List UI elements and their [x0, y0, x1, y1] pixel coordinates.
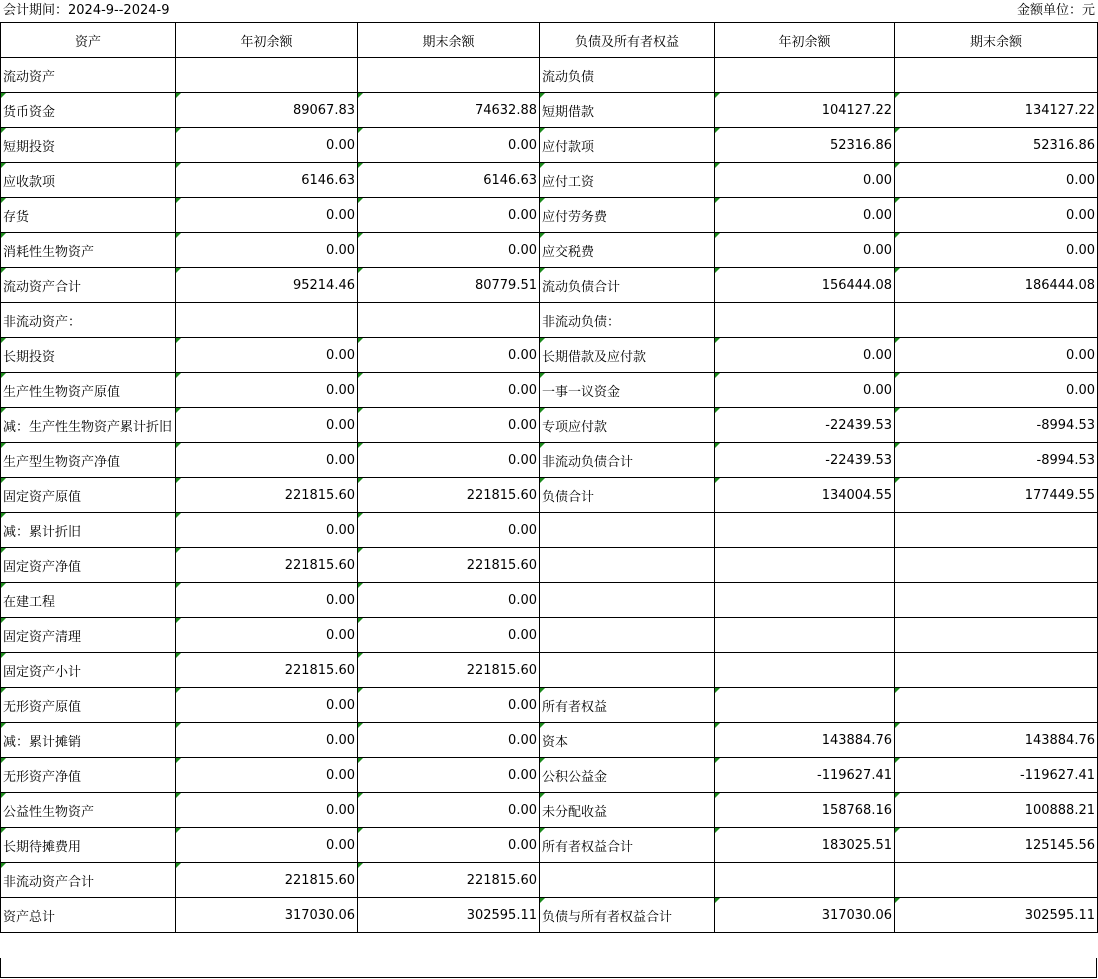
asset-closing-balance[interactable]: 0.00	[358, 373, 540, 408]
asset-label[interactable]: 公益性生物资产	[1, 793, 176, 828]
asset-closing-balance[interactable]	[358, 58, 540, 93]
table-row	[1, 443, 1098, 478]
liability-closing-balance[interactable]: 186444.08	[895, 268, 1098, 303]
asset-closing-balance[interactable]: 0.00	[358, 618, 540, 653]
report-header	[0, 0, 1098, 23]
asset-label[interactable]: 固定资产净值	[1, 548, 176, 583]
asset-opening-balance[interactable]: 0.00	[176, 408, 358, 443]
asset-opening-balance[interactable]: 0.00	[176, 583, 358, 618]
table-row	[1, 863, 1098, 898]
asset-opening-balance[interactable]: 0.00	[176, 233, 358, 268]
table-row	[1, 163, 1098, 198]
column-header-liabilities-equity: 负债及所有者权益	[540, 23, 715, 58]
table-row	[1, 408, 1098, 443]
asset-label[interactable]: 存货	[1, 198, 176, 233]
table-row	[1, 898, 1098, 933]
liability-label[interactable]: 专项应付款	[540, 408, 715, 443]
liability-opening-balance[interactable]: 156444.08	[715, 268, 895, 303]
table-row	[1, 758, 1098, 793]
liability-opening-balance[interactable]	[715, 688, 895, 723]
liability-label[interactable]: 非流动负债合计	[540, 443, 715, 478]
liability-opening-balance[interactable]: 52316.86	[715, 128, 895, 163]
asset-opening-balance[interactable]: 0.00	[176, 198, 358, 233]
asset-closing-balance[interactable]: 0.00	[358, 828, 540, 863]
liability-closing-balance[interactable]	[895, 653, 1098, 688]
liability-opening-balance[interactable]: 183025.51	[715, 828, 895, 863]
table-row	[1, 828, 1098, 863]
liability-label[interactable]: 一事一议资金	[540, 373, 715, 408]
liability-label[interactable]	[540, 653, 715, 688]
asset-opening-balance[interactable]: 0.00	[176, 513, 358, 548]
currency-unit: 金额单位：元	[1016, 3, 1095, 18]
asset-label[interactable]: 固定资产小计	[1, 653, 176, 688]
asset-label[interactable]: 减：累计摊销	[1, 723, 176, 758]
asset-opening-balance[interactable]: 221815.60	[176, 478, 358, 513]
asset-closing-balance[interactable]: 221815.60	[358, 548, 540, 583]
liability-opening-balance[interactable]: 0.00	[715, 163, 895, 198]
table-row	[1, 513, 1098, 548]
liability-opening-balance[interactable]	[715, 863, 895, 898]
liability-opening-balance[interactable]: 0.00	[715, 233, 895, 268]
liability-opening-balance[interactable]	[715, 58, 895, 93]
asset-label[interactable]: 消耗性生物资产	[1, 233, 176, 268]
liability-opening-balance[interactable]: -22439.53	[715, 408, 895, 443]
table-row	[1, 618, 1098, 653]
column-header-opening-balance: 年初余额	[176, 23, 358, 58]
liability-closing-balance[interactable]	[895, 58, 1098, 93]
liability-opening-balance[interactable]: 104127.22	[715, 93, 895, 128]
liability-label[interactable]	[540, 863, 715, 898]
asset-closing-balance[interactable]: 80779.51	[358, 268, 540, 303]
asset-closing-balance[interactable]: 0.00	[358, 338, 540, 373]
table-row	[1, 338, 1098, 373]
asset-closing-balance[interactable]: 0.00	[358, 723, 540, 758]
liability-closing-balance[interactable]	[895, 583, 1098, 618]
table-row	[1, 93, 1098, 128]
liability-label[interactable]: 所有者权益合计	[540, 828, 715, 863]
asset-opening-balance[interactable]: 0.00	[176, 618, 358, 653]
asset-closing-balance[interactable]: 221815.60	[358, 863, 540, 898]
asset-label[interactable]: 生产型生物资产净值	[1, 443, 176, 478]
asset-opening-balance[interactable]: 0.00	[176, 128, 358, 163]
asset-label[interactable]: 应收款项	[1, 163, 176, 198]
liability-opening-balance[interactable]	[715, 513, 895, 548]
table-row	[1, 303, 1098, 338]
liability-opening-balance[interactable]: 0.00	[715, 198, 895, 233]
asset-label[interactable]: 长期投资	[1, 338, 176, 373]
asset-closing-balance[interactable]: 0.00	[358, 408, 540, 443]
asset-label[interactable]: 流动资产	[1, 58, 176, 93]
asset-opening-balance[interactable]: 0.00	[176, 723, 358, 758]
asset-opening-balance[interactable]: 221815.60	[176, 548, 358, 583]
liability-opening-balance[interactable]: 0.00	[715, 338, 895, 373]
liability-closing-balance[interactable]: -119627.41	[895, 758, 1098, 793]
table-row	[1, 478, 1098, 513]
liability-opening-balance[interactable]: 158768.16	[715, 793, 895, 828]
liability-closing-balance[interactable]: 134127.22	[895, 93, 1098, 128]
asset-closing-balance[interactable]: 0.00	[358, 583, 540, 618]
liability-opening-balance[interactable]	[715, 618, 895, 653]
asset-label[interactable]: 生产性生物资产原值	[1, 373, 176, 408]
liability-closing-balance[interactable]: 143884.76	[895, 723, 1098, 758]
table-row	[1, 373, 1098, 408]
asset-label[interactable]: 货币资金	[1, 93, 176, 128]
liability-label[interactable]: 负债与所有者权益合计	[540, 898, 715, 933]
asset-closing-balance[interactable]: 6146.63	[358, 163, 540, 198]
liability-closing-balance[interactable]: -8994.53	[895, 443, 1098, 478]
asset-label[interactable]: 短期投资	[1, 128, 176, 163]
liability-label[interactable]	[540, 513, 715, 548]
table-row	[1, 723, 1098, 758]
asset-closing-balance[interactable]: 74632.88	[358, 93, 540, 128]
asset-label[interactable]: 长期待摊费用	[1, 828, 176, 863]
asset-closing-balance[interactable]	[358, 303, 540, 338]
asset-opening-balance[interactable]	[176, 303, 358, 338]
liability-closing-balance[interactable]	[895, 548, 1098, 583]
liability-closing-balance[interactable]	[895, 688, 1098, 723]
liability-closing-balance[interactable]	[895, 513, 1098, 548]
asset-label[interactable]: 流动资产合计	[1, 268, 176, 303]
liability-closing-balance[interactable]	[895, 863, 1098, 898]
liability-label[interactable]: 长期借款及应付款	[540, 338, 715, 373]
asset-label[interactable]: 资产总计	[1, 898, 176, 933]
liability-label[interactable]: 应付劳务费	[540, 198, 715, 233]
asset-label[interactable]: 固定资产清理	[1, 618, 176, 653]
column-header-opening-balance: 年初余额	[715, 23, 895, 58]
liability-closing-balance[interactable]: 0.00	[895, 373, 1098, 408]
asset-label[interactable]: 在建工程	[1, 583, 176, 618]
asset-label[interactable]: 非流动资产合计	[1, 863, 176, 898]
table-row	[1, 688, 1098, 723]
asset-closing-balance[interactable]: 0.00	[358, 758, 540, 793]
asset-label[interactable]: 减：累计折旧	[1, 513, 176, 548]
liability-label[interactable]: 应交税费	[540, 233, 715, 268]
column-header-closing-balance: 期末余额	[358, 23, 540, 58]
asset-closing-balance[interactable]: 302595.11	[358, 898, 540, 933]
liability-label[interactable]: 公积公益金	[540, 758, 715, 793]
column-header-assets: 资产	[1, 23, 176, 58]
asset-label[interactable]: 减：生产性生物资产累计折旧	[1, 408, 176, 443]
liability-closing-balance[interactable]: 0.00	[895, 233, 1098, 268]
asset-opening-balance[interactable]: 0.00	[176, 793, 358, 828]
asset-label[interactable]: 固定资产原值	[1, 478, 176, 513]
liability-closing-balance[interactable]: 0.00	[895, 338, 1098, 373]
blank-footer-row	[0, 958, 1097, 978]
liability-label[interactable]	[540, 548, 715, 583]
asset-opening-balance[interactable]	[176, 58, 358, 93]
asset-opening-balance[interactable]: 0.00	[176, 688, 358, 723]
table-row	[1, 793, 1098, 828]
table-row	[1, 268, 1098, 303]
asset-opening-balance[interactable]: 0.00	[176, 443, 358, 478]
liability-label[interactable]	[540, 618, 715, 653]
asset-closing-balance[interactable]: 0.00	[358, 688, 540, 723]
liability-opening-balance[interactable]	[715, 653, 895, 688]
asset-opening-balance[interactable]: 0.00	[176, 373, 358, 408]
liability-closing-balance[interactable]	[895, 303, 1098, 338]
asset-opening-balance[interactable]: 221815.60	[176, 863, 358, 898]
asset-closing-balance[interactable]: 0.00	[358, 233, 540, 268]
asset-closing-balance[interactable]: 0.00	[358, 198, 540, 233]
liability-opening-balance[interactable]: -119627.41	[715, 758, 895, 793]
table-row	[1, 548, 1098, 583]
asset-closing-balance[interactable]: 0.00	[358, 793, 540, 828]
liability-label[interactable]: 负债合计	[540, 478, 715, 513]
liability-label[interactable]: 流动负债	[540, 58, 715, 93]
asset-closing-balance[interactable]: 0.00	[358, 443, 540, 478]
liability-closing-balance[interactable]: -8994.53	[895, 408, 1098, 443]
table-row	[1, 583, 1098, 618]
asset-opening-balance[interactable]: 221815.60	[176, 653, 358, 688]
table-row	[1, 128, 1098, 163]
table-header-row	[1, 23, 1098, 58]
liability-label[interactable]: 非流动负债：	[540, 303, 715, 338]
table-row	[1, 198, 1098, 233]
asset-opening-balance[interactable]: 95214.46	[176, 268, 358, 303]
asset-opening-balance[interactable]: 317030.06	[176, 898, 358, 933]
asset-label[interactable]: 无形资产净值	[1, 758, 176, 793]
asset-opening-balance[interactable]: 6146.63	[176, 163, 358, 198]
liability-closing-balance[interactable]: 100888.21	[895, 793, 1098, 828]
liability-opening-balance[interactable]	[715, 583, 895, 618]
liability-opening-balance[interactable]: 134004.55	[715, 478, 895, 513]
asset-closing-balance[interactable]: 221815.60	[358, 653, 540, 688]
liability-opening-balance[interactable]	[715, 303, 895, 338]
liability-closing-balance[interactable]: 125145.56	[895, 828, 1098, 863]
liability-label[interactable]: 应付工资	[540, 163, 715, 198]
table-row	[1, 233, 1098, 268]
asset-closing-balance[interactable]: 221815.60	[358, 478, 540, 513]
liability-label[interactable]	[540, 583, 715, 618]
column-header-closing-balance: 期末余额	[895, 23, 1098, 58]
balance-sheet-table	[0, 22, 1098, 933]
asset-opening-balance[interactable]: 0.00	[176, 338, 358, 373]
liability-label[interactable]: 流动负债合计	[540, 268, 715, 303]
table-row	[1, 653, 1098, 688]
liability-opening-balance[interactable]	[715, 548, 895, 583]
table-row	[1, 58, 1098, 93]
asset-opening-balance[interactable]: 89067.83	[176, 93, 358, 128]
liability-label[interactable]: 未分配收益	[540, 793, 715, 828]
liability-label[interactable]: 短期借款	[540, 93, 715, 128]
liability-opening-balance[interactable]: 0.00	[715, 373, 895, 408]
liability-label[interactable]: 应付款项	[540, 128, 715, 163]
liability-closing-balance[interactable]: 177449.55	[895, 478, 1098, 513]
asset-closing-balance[interactable]: 0.00	[358, 128, 540, 163]
liability-closing-balance[interactable]: 0.00	[895, 198, 1098, 233]
liability-opening-balance[interactable]: 143884.76	[715, 723, 895, 758]
asset-closing-balance[interactable]: 0.00	[358, 513, 540, 548]
liability-closing-balance[interactable]: 0.00	[895, 163, 1098, 198]
liability-closing-balance[interactable]: 52316.86	[895, 128, 1098, 163]
liability-label[interactable]: 所有者权益	[540, 688, 715, 723]
liability-closing-balance[interactable]	[895, 618, 1098, 653]
liability-opening-balance[interactable]: 317030.06	[715, 898, 895, 933]
liability-closing-balance[interactable]: 302595.11	[895, 898, 1098, 933]
asset-label[interactable]: 无形资产原值	[1, 688, 176, 723]
asset-opening-balance[interactable]: 0.00	[176, 758, 358, 793]
asset-label[interactable]: 非流动资产：	[1, 303, 176, 338]
liability-label[interactable]: 资本	[540, 723, 715, 758]
liability-opening-balance[interactable]: -22439.53	[715, 443, 895, 478]
accounting-period: 会计期间：2024-9--2024-9	[3, 3, 170, 18]
asset-opening-balance[interactable]: 0.00	[176, 828, 358, 863]
